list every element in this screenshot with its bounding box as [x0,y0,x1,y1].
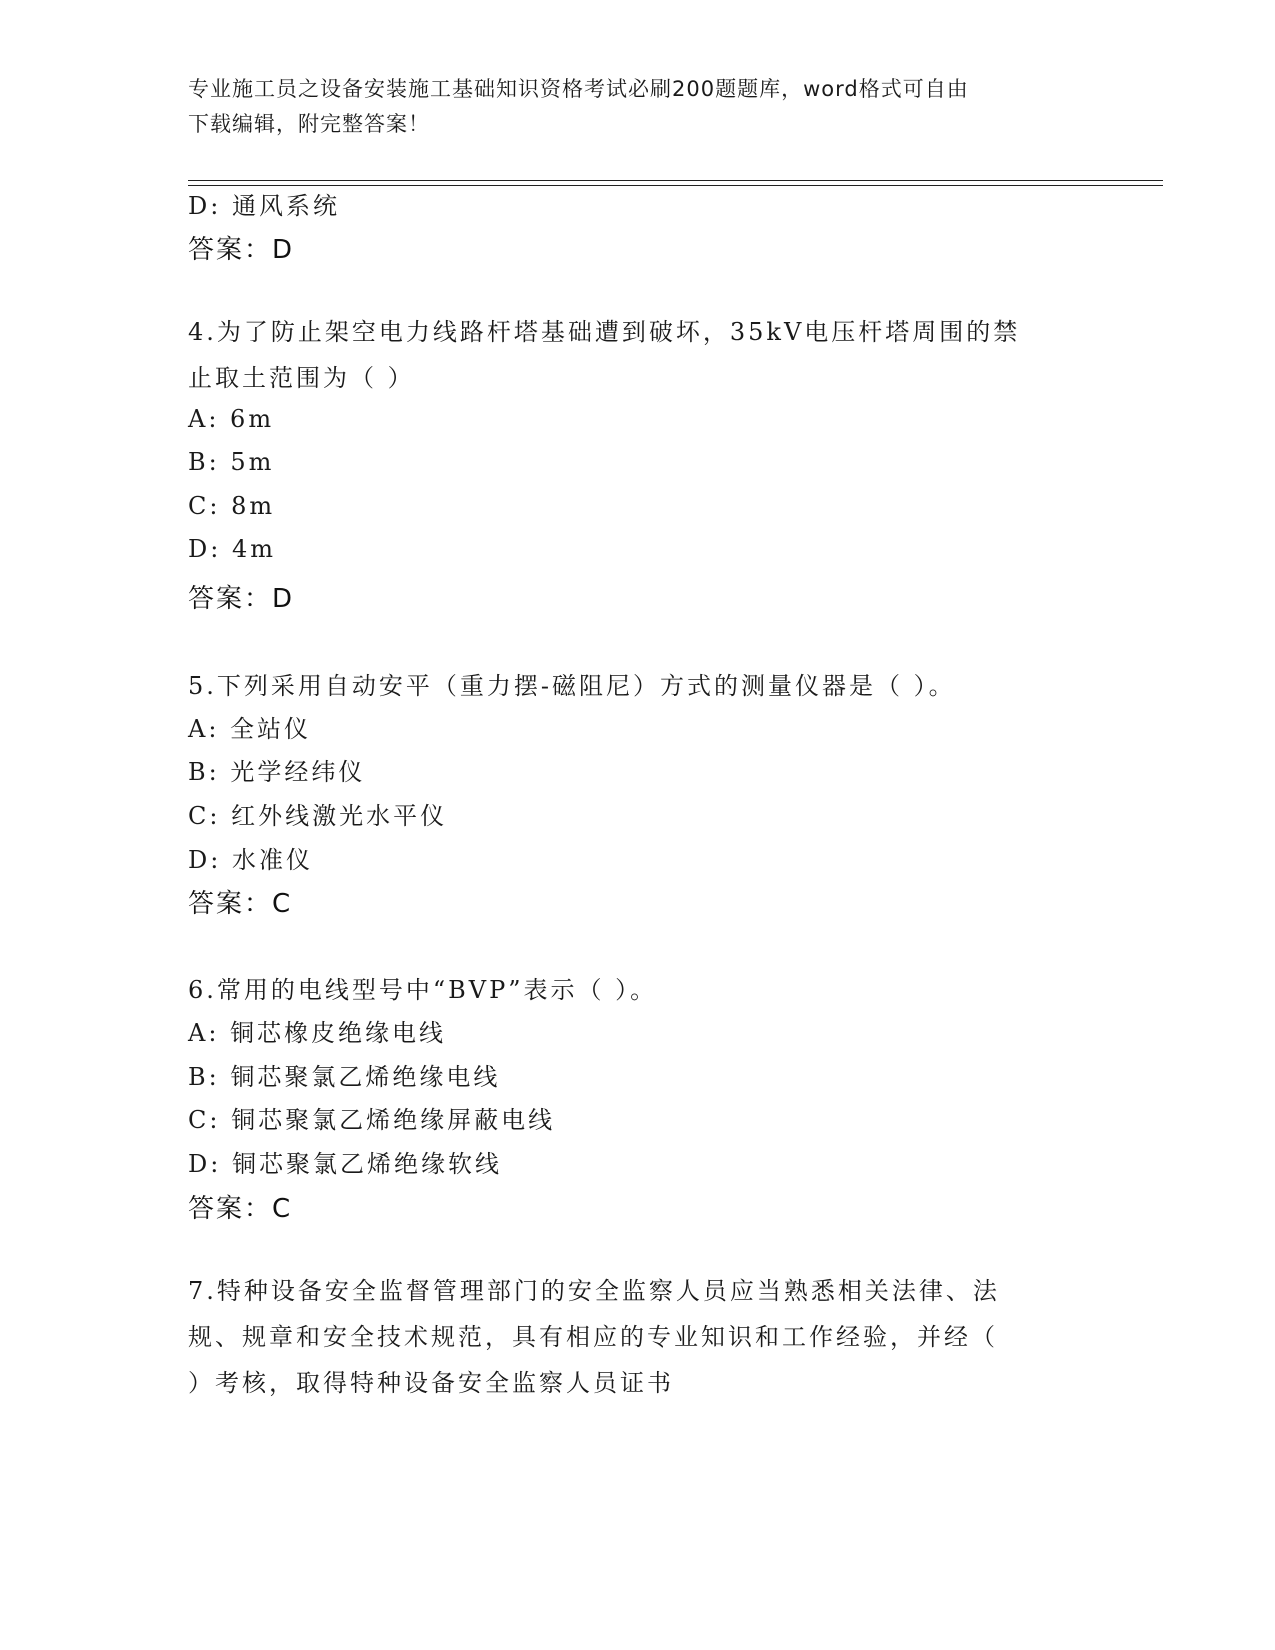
q6-option-a: A: 铜芯橡皮绝缘电线 [188,1019,447,1047]
q4-option-d: D: 4m [188,535,276,563]
page-header [188,72,1068,142]
q4-option-b: B: 5m [188,448,275,476]
q5-title: 5.下列采用自动安平（重力摆-磁阻尼）方式的测量仪器是（ ）。 [188,672,956,700]
q5-option-b: B: 光学经纬仪 [188,758,366,786]
q6-title: 6.常用的电线型号中“BVP”表示（ ）。 [188,976,658,1004]
q7-title-line-2: 规、规章和安全技术规范，具有相应的专业知识和工作经验，并经（ [188,1323,998,1351]
q3-answer: 答案：D [188,235,295,265]
q6-answer: 答案：C [188,1194,293,1224]
q4-title [188,309,1068,401]
q6-option-d: D: 铜芯聚氯乙烯绝缘软线 [188,1150,502,1178]
q6-option-c: C: 铜芯聚氯乙烯绝缘屏蔽电线 [188,1106,556,1134]
q4-option-c: C: 8m [188,492,276,520]
q7-title-line-1: 7.特种设备安全监督管理部门的安全监察人员应当熟悉相关法律、法 [188,1277,1000,1305]
q7-title-line-3: ）考核，取得特种设备安全监察人员证书 [188,1369,674,1397]
q4-answer: 答案：D [188,584,295,614]
q6-option-b: B: 铜芯聚氯乙烯绝缘电线 [188,1063,501,1091]
header-line-2: 下载编辑，附完整答案！ [188,112,430,136]
q5-option-c: C: 红外线激光水平仪 [188,802,448,830]
q5-answer: 答案：C [188,889,293,919]
header-line-1: 专业施工员之设备安装施工基础知识资格考试必刷200题题库，word格式可自由 [188,77,969,101]
q4-title-line-2: 止取土范围为（ ） [188,364,415,392]
q5-option-d: D: 水准仪 [188,846,313,874]
q5-option-a: A: 全站仪 [188,715,312,743]
q7-title [188,1268,1068,1406]
q4-option-a: A: 6m [188,405,275,433]
header-rule-top [188,180,1163,181]
q4-title-line-1: 4.为了防止架空电力线路杆塔基础遭到破坏，35kV电压杆塔周围的禁 [188,318,1021,346]
q3-option-d: D: 通风系统 [188,192,340,220]
